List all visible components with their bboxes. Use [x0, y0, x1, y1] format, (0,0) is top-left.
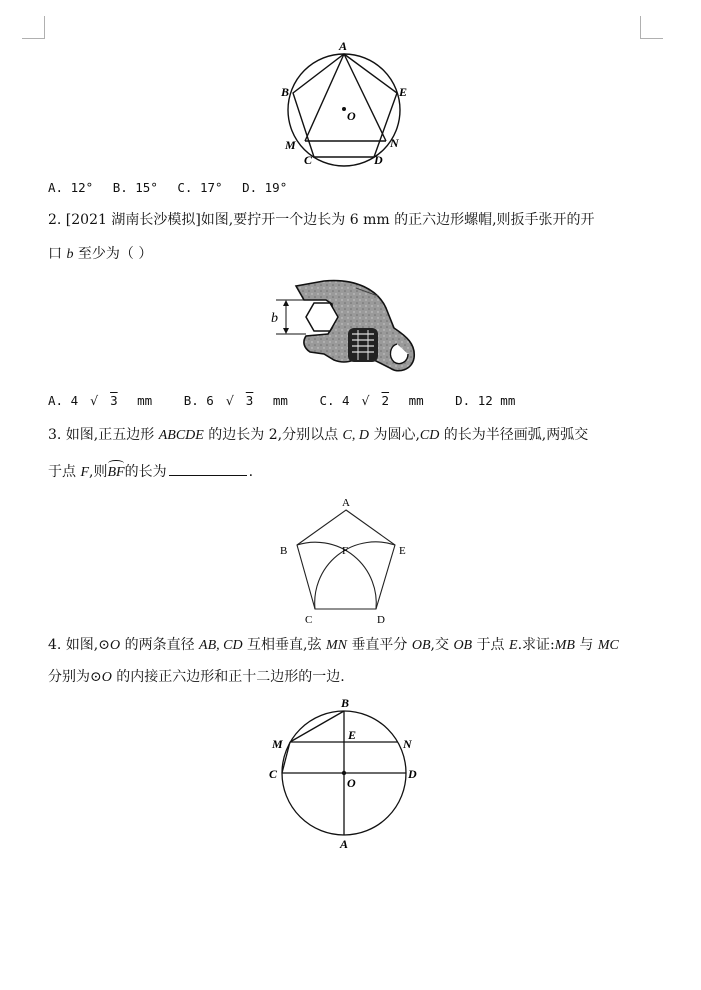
q1-label-D: D [374, 153, 383, 167]
q1-label-N: N [390, 136, 399, 150]
q1-label-O: O [347, 109, 356, 123]
q1-option-a: A. 12° [48, 180, 94, 195]
q4-label-A: A [340, 837, 349, 851]
q4-label-B: B [341, 696, 350, 710]
q3-label-E: E [399, 545, 406, 557]
q1-option-b: B. 15° [112, 180, 158, 195]
q2-figure-wrench [266, 278, 418, 378]
page-corner-mark-top-left [22, 16, 45, 39]
q1-label-C: C [304, 153, 313, 167]
q3-label-F: F [342, 545, 349, 557]
q3-label-D: D [377, 614, 385, 626]
q2-option-d: D. 12 mm [455, 393, 516, 408]
q1-label-E: E [399, 85, 408, 99]
q4-label-O: O [347, 776, 356, 790]
q4-question-line-1: 4. 如图,⊙O 的两条直径 AB, CD 互相垂直,弦 MN 垂直平分 OB,交 OB 于点 E.求证:MB 与 MC [48, 637, 619, 653]
q3-label-A: A [342, 497, 350, 509]
q1-figure-circle-pentagon [280, 40, 410, 170]
page-corner-mark-top-right [640, 16, 663, 39]
q2-options [48, 393, 527, 408]
q1-option-d: D. 19° [242, 180, 288, 195]
q2-question-line-2 [48, 244, 152, 265]
q4-label-C: C [269, 767, 278, 781]
q4-label-N: N [403, 737, 412, 751]
q3-figure-pentagon-arcs [272, 494, 422, 629]
q4-label-M: M [272, 737, 283, 751]
q3-answer-blank [169, 463, 247, 476]
q3-question-line-2: 于点 F,则BF的长为 . [48, 462, 253, 483]
q4-label-E: E [348, 728, 357, 742]
q2-question-line-1: 2. [2021 湖南长沙模拟]如图,要拧开一个边长为 6 mm 的正六边形螺帽,则扳手张开的开 [48, 212, 595, 228]
q2-line2-pre: 口 [48, 246, 67, 262]
q4-label-D: D [408, 767, 417, 781]
q1-option-c: C. 17° [177, 180, 223, 195]
q3-arc-bf: BF [107, 463, 124, 483]
q2-label-b: b [271, 311, 278, 326]
q4-question-line-2: 分别为⊙O 的内接正六边形和正十二边形的一边. [48, 669, 345, 685]
q2-option-a: A. 4 √ 3 mm [48, 393, 153, 408]
q3-question-line-1: 3. 如图,正五边形 ABCDE 的边长为 2,分别以点 C, D 为圆心,CD 的长为半径画弧,两弧交 [48, 427, 589, 443]
q1-options [48, 180, 299, 195]
q2-var-b: b [66, 247, 74, 262]
q1-label-M: M [285, 138, 296, 152]
q1-label-A: A [339, 40, 348, 53]
q2-option-b: B. 6 √ 3 mm [183, 393, 288, 408]
q3-label-C: C [305, 614, 313, 626]
q3-label-B: B [280, 545, 288, 557]
q4-figure-circle-diameters [264, 694, 424, 854]
q2-line2-post: 至少为（ ） [73, 246, 153, 262]
q2-option-c: C. 4 √ 2 mm [319, 393, 424, 408]
q1-label-B: B [281, 85, 290, 99]
